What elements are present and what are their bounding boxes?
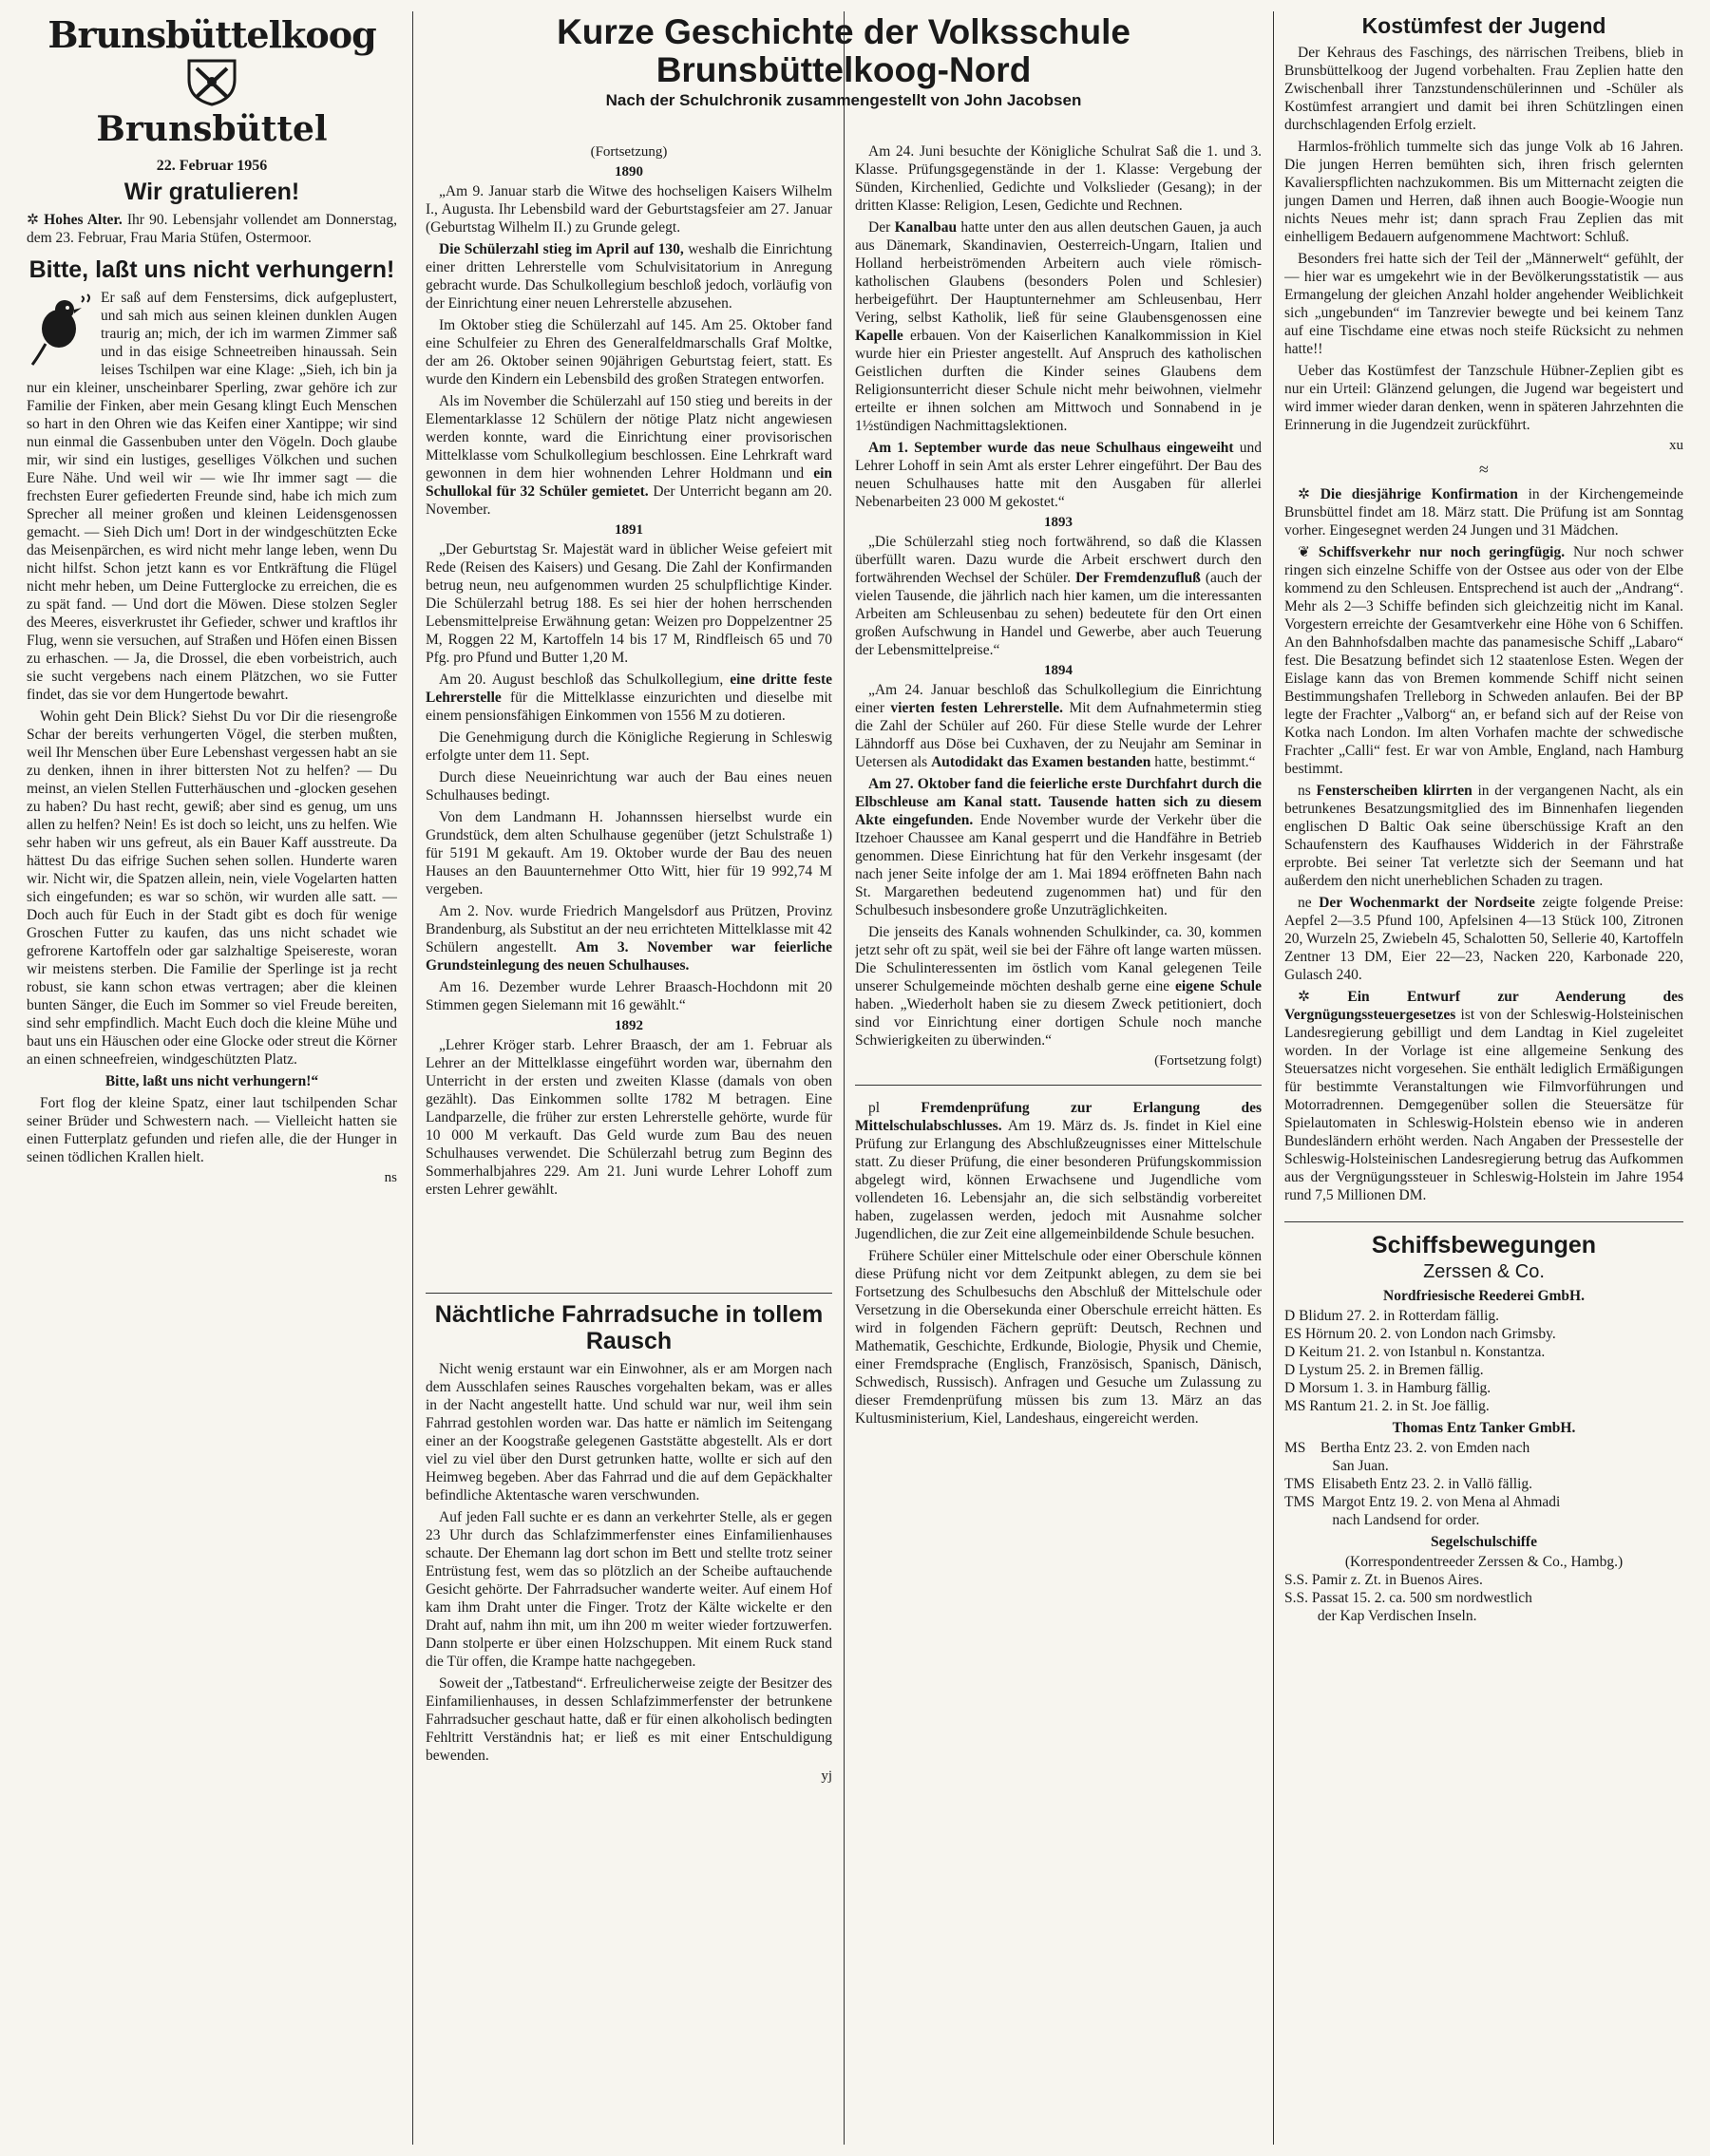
column-rule: [1273, 11, 1274, 2145]
column-3: [855, 142, 1262, 2147]
year-heading: 1893: [1044, 515, 1073, 530]
section-rule: [426, 1293, 832, 1294]
school-paragraph: Die Schülerzahl stieg im April auf 130, weshalb die Einrichtung einer dritten Lehrerstelle vom Schulvisitatorium in Anregung gebracht wurde. Das Schulkollegium beschloß jedoch, vorläufig von der Einrichtung einer neuen Lehrerstelle abzusehen.: [426, 241, 832, 312]
school-paragraph: „Lehrer Kröger starb. Lehrer Braasch, der am 1. Februar als Lehrer an der Mittelklasse eingeführt worden war, übernahm den Unterricht in der ersten und zweiten Klasse (damals von oben gezählt). Das Einkommen sollte 1782 M betragen. Eine Landparzelle, die früher zur ersten Lehrerstelle gehörte, wurde für 10 000 M verkauft. Das Geld wurde zum Bau des neuen Schulhauses verwendet. Die Schülerzahl betrug zum Beginn des Sommerhalbjahres 229. Am 21. Juni wurde Lehrer Lohoff zum ersten Lehrer gewählt.: [426, 1037, 832, 1198]
ship-entry: TMS Margot Entz 19. 2. von Mena al Ahmadi: [1284, 1494, 1561, 1510]
school-paragraph: Am 1. September wurde das neue Schulhaus eingeweiht und Lehrer Lohoff in sein Amt als erster Lehrer eingeführt. Der Bau des neuen Schulhauses hatte mit den Ausgaben für allerlei Nebenarbeiten 23 000 M gekostet.“: [855, 440, 1262, 510]
exam-paragraph: pl Fremdenprüfung zur Erlangung des Mittelschulabschlusses. Am 19. März ds. Js. findet in Kiel eine Prüfung zur Erlangung des Abschlußzeugnisses einer Mittelschule statt. Zu dieser Prüfung, die einer besonderen Prüfungskommission abgelegt wird, können Erwachsene und Jugendliche vom vollendeten 16. Lebensjahr an, die sich selbständig vorbereitet haben, zugelassen werden, jedoch mit Ausnahme solcher Jugendlichen, die zur Zeit eine allgemeinbildende Schule besuchen.: [855, 1100, 1262, 1242]
ship-entry: MS Bertha Entz 23. 2. von Emden nach: [1284, 1440, 1530, 1456]
column-1: [27, 9, 397, 2147]
school-subtitle: Nach der Schulchronik zusammengestellt von John Jacobsen: [605, 91, 1082, 109]
ship-entry: D Keitum 21. 2. von Istanbul n. Konstantza.: [1284, 1344, 1546, 1360]
ship-entry: D Morsum 1. 3. in Hamburg fällig.: [1284, 1380, 1492, 1396]
sparrow-paragraph: Er saß auf dem Fenstersims, dick aufgeplustert, und sah mich aus seinen kleinen dunklen Augen traurig an; mich, der ich im warmen Zimmer saß und in das eisige Schneetreiben hinaussah. Sein leises Tschilpen war eine Klage: „Sieh, ich bin ja nur ein kleiner, unscheinbarer Sperling, zwar gehöre ich zur Familie der Finken, aber mein Gesang klingt Euch Menschen so hart in den Ohren wie das Keifen einer Xantippe; wir sind nun einmal die Gassenbuben unter den Vögeln. Doch glaube mir, wir sind ein lustiges, geselliges Völkchen und suchen Eure Nähe. Und weil wir — wie Ihr immer sagt — die frechsten Eurer gefiederten Freunde sind, habe ich mich zum Sprecher all meiner großen und kleinen Leidensgenossen gemacht. — Sieh Dich um! Dort in der windgeschützten Ecke das Meisenpärchen, es wird nicht mehr lange leben, wenn Du nicht hilfst. Schon jetzt kann es vor Entkräftung die Flügel nicht mehr heben, um Deine Futterglocke zu erreichen, die es zu spät fand. — Und dort die Möwen. Diese stolzen Segler des Meeres, eisverkrustet ihr Gefieder, schwer und kraftlos ihr Flug, wenn sie versuchen, auf Straßen und Höfen einen Bissen zu erhaschen. — Ja, die Drossel, die eben vorbeistrich, auch sie sucht vergebens nach einem Plätzchen, wo sie Futter findet, das sie vor dem Hungertode bewahrt.: [27, 290, 397, 703]
sparrow-paragraph: Fort flog der kleine Spatz, einer laut tschilpenden Schar seiner Brüder und Schwestern nach. — Vielleicht hatten sie einen Futterplatz gefunden und riefen alle, die der Hunger in seinen tödlichen Krallen hielt.: [27, 1095, 397, 1165]
school-paragraph: „Am 9. Januar starb die Witwe des hochseligen Kaisers Wilhelm I., Augusta. Ihr Lebensbild ward der Geburtstagsfeier am 27. Januar (Geburtstag Wilhelm II.) zu Grunde gelegt.: [426, 183, 832, 236]
year-heading: 1890: [615, 164, 643, 180]
sparrow-paragraph: Bitte, laßt uns nicht verhungern!“: [104, 1073, 319, 1089]
gratulation-lead: Hohes Alter.: [44, 212, 123, 228]
school-paragraph: Am 24. Juni besuchte der Königliche Schulrat Saß die 1. und 3. Klasse. Prüfungsgegenstände in der 1. Klasse: Vergebung der Sünden, Kirchenlied, Gedichte und Volkslieder (Gesang); in der dritten Klasse: Religion, Lesen, Gedichte und Rechnen.: [855, 143, 1262, 214]
ship-entry: der Kap Verdischen Inseln.: [1284, 1608, 1477, 1624]
continued-note: (Fortsetzung): [590, 144, 668, 160]
school-paragraph: Als im November die Schülerzahl auf 150 stieg und bereits in der Elementarklasse 12 Schülern der nötige Platz nicht angewiesen werden konnte, ward die Einrichtung einer provisorischen Mittelklasse vom Schulkollegium beschlossen. Eine Lehrkraft ward gewonnen in dem hier wohnenden Lehrer Holdmann und ein Schullokal für 32 Schüler gemietet. Der Unterricht begann am 20. November.: [426, 393, 832, 518]
star-icon: ✲: [1298, 486, 1320, 502]
bicycle-paragraph: Auf jeden Fall suchte er es dann an verkehrter Stelle, als er gegen 23 Uhr durch das Schlafzimmerfenster eines Einfamilienhauses schaute. Der Ehemann lag dort schon im Bett und stellte trotz seiner Entrüstung fest, wem das so plötzlich an der Scheibe auftauchende Gesicht gehörte. Der Fahrradsucher wanderte weiter. Auf einem Hof kam ihm Draht unter die Finger. Trotz der Kälte wickelte er den Draht auf, nahm ihn mit, um ihn 200 m weiter wieder fortzuwerfen. Dann stolperte er über einen Holzschuppen. Mit einem Ruck stand die Tür offen, die Krampe hatte nachgegeben.: [426, 1509, 832, 1670]
school-paragraph: Die jenseits des Kanals wohnenden Schulkinder, ca. 30, kommen jetzt sehr oft zu spät, weil sie bei der Fähre oft lange warten müssen. Die Schulinteressenten im östlich vom Kanal gelegenen Teile unserer Schulgemeinde möchten deshalb gerne eine eigene Schule haben. „Wiederholt haben sie zu diesem Zweck petitioniert, doch sind vor Einrichtung einer dortigen Schule noch manche Schwierigkeiten zu überwinden.“: [855, 924, 1262, 1049]
ship-entry: nach Landsend for order.: [1284, 1512, 1480, 1528]
coat-of-arms-icon: [183, 57, 240, 106]
ships-company: Zerssen & Co.: [1423, 1261, 1545, 1282]
costume-paragraph: Ueber das Kostümfest der Tanzschule Hübner-Zeplien gibt es nur ein Urteil: Glänzend gelungen, die Jugend war begeistert und wird immer wieder daran denken, wenn in späteren Jahrzehnten die Erinnerung in die Jugendzeit zurückführt.: [1284, 363, 1683, 433]
school-paragraph: „Der Geburtstag Sr. Majestät ward in üblicher Weise gefeiert mit Rede (Reisen des Kaisers) und Gesang. Die Zahl der Konfirmanden betrug neun, neu aufgenommen wurden 25 schulpflichtige Kinder. Die Schülerzahl betrug 188. Es sei hier der hohen herrschenden Lebensmittelpreise Erwähnung getan: Weizen pro Doppelzentner 25 M, Roggen 22 M, Kartoffeln 14 bis 17 M, Rindfleisch 65 und 70 Pfg. pro Pfund und Butter 1,20 M.: [426, 541, 832, 666]
brief-windows: ns Fensterscheiben klirrten in der vergangenen Nacht, als ein betrunkenes Besatzungsmitglied des im Binnenhafen liegenden englischen D Baltic Oak seine überschüssige Kraft an den Schaufenstern des Kaufhauses Widderich in der Fährstraße erprobte. Bei seiner Tat verletzte sich der Seemann und hat außerdem den nicht unerheblichen Schaden zu tragen.: [1284, 783, 1683, 889]
ship-entry: San Juan.: [1284, 1458, 1389, 1474]
sparrow-illustration-icon: [27, 291, 93, 367]
section-rule: [1284, 1221, 1683, 1222]
exam-paragraph: Frühere Schüler einer Mittelschule oder einer Oberschule können diese Prüfung nicht vor dem Zeitpunkt ablegen, zu dem sie bei Fortsetzung des Schulbesuchs den Abschluß der Mittelschule oder Versetzung in die Obersekunda einer Oberschule erreicht hätten. Es wird in folgenden Fächern geprüft: Deutsch, Rechnen und Mathematik, Geschichte, Erdkunde, Biologie, Physik und Chemie, einer Fremdsprache (Englisch, Französisch, Spanisch, Dänisch, Schwedisch, Russisch). Anfragen und Gesuche um Zulassung zu dieser Fremdenprüfung müssen bis zum 13. März an das Kultusministerium, Kiel, Landeshaus, eingereicht werden.: [855, 1248, 1262, 1427]
year-heading: 1894: [1044, 663, 1073, 678]
star-icon: ✲: [1298, 989, 1348, 1005]
ships-title: Schiffsbewegungen: [1371, 1232, 1597, 1258]
brief-tax: ✲ Ein Entwurf zur Aenderung des Vergnügungssteuergesetzes ist von der Schleswig-Holsteinischen Landesregierung gebilligt und dem Landtag in Kiel zugeleitet worden. In der Vorlage ist eine allgemeine Senkung des Steuersatzes nicht vorgesehen. Sie enthält lediglich Ermäßigungen für bestimmte Veranstaltungen wie Filmvorführungen und Motorradrennen. Demgegenüber sollen die Steuersätze für Spielautomaten in Schleswig-Holstein ebenso wie in anderen Bundesländern erhöht werden. Nach Angaben der Pressestelle der Schleswig-Holsteinischen Landesregierung betrug das Aufkommen aus der Vergnügungssteuer in Schleswig-Holstein im Jahre 1954 rund 7,5 Millionen DM.: [1284, 989, 1683, 1203]
school-paragraph: Im Oktober stieg die Schülerzahl auf 145. Am 25. Oktober fand eine Schulfeier zu Ehren des Generalfeldmarschalls Graf Moltke, der am 26. Oktober seinen 90jährigen Geburtstag feiert, statt. Es wurde den Kindern ein Lebensbild des großen Strategen entworfen.: [426, 317, 832, 388]
column-rule: [412, 11, 413, 2145]
school-paragraph: „Die Schülerzahl stieg noch fortwährend, so daß die Klassen überfüllt waren. Dazu wurde die Arbeit erschwert durch den fortwährenden Wechsel der Schüler. Der Fremdenzufluß (auch der vielen Tausende, die jährlich nach hier kamen, um die interessanten Arbeiten am Schleusenbau zu sehen) bedeutete für den Ort einen großen Aufschwung in Handel und Gewerbe, aber auch Teuerung der Lebensmittelpreise.“: [855, 534, 1262, 658]
ship-entry: TMS Elisabeth Entz 23. 2. in Vallö fällig.: [1284, 1476, 1533, 1492]
school-paragraph: Am 27. Oktober fand die feierliche erste Durchfahrt durch die Elbschleuse am Kanal statt. Tausende hatten sich zu diesem Akte eingefunden. Ende November wurde der Verkehr über die Itzehoer Chaussee am Kanal gesperrt und die Handfähre in Betrieb genommen. Diese Einrichtung hat für den Verkehr insgesamt (der nach jener Seite infolge der am 1. Mai 1894 eröffneten Bahn nach St. Margarethen bedeutend zugenommen hat) und für den Schulbesuch insbesondere große Unzuträglichkeiten.: [855, 776, 1262, 918]
bicycle-headline: Nächtliche Fahrradsuche in tollem Rausch: [434, 1301, 824, 1354]
gratulation-text: ✲ Hohes Alter. Ihr 90. Lebensjahr vollendet am Donnerstag, dem 23. Februar, Frau Maria Stüfen, Ostermoor.: [27, 212, 397, 246]
ship-entry: D Lystum 25. 2. in Bremen fällig.: [1284, 1362, 1484, 1378]
school-paragraph-wrap: [426, 1036, 832, 1285]
school-paragraph: Am 2. Nov. wurde Friedrich Mangelsdorf aus Prützen, Provinz Brandenburg, als Substitut an der neu errichteten Mittelklasse mit 42 Schülern angestellt. Am 3. November war feierliche Grundsteinlegung des neuen Schulhauses.: [426, 903, 832, 974]
continued-end-note: (Fortsetzung folgt): [1154, 1053, 1262, 1069]
star-icon: ✲: [27, 212, 45, 228]
sparrow-signature: ns: [384, 1170, 397, 1185]
column-rule: [844, 11, 845, 2145]
ship-entry: ES Hörnum 20. 2. von London nach Grimsby.: [1284, 1326, 1556, 1342]
ship-entry: S.S. Passat 15. 2. ca. 500 sm nordwestlich: [1284, 1590, 1532, 1606]
masthead-subtitle: Brunsbüttel: [96, 109, 328, 149]
school-paragraph: Am 16. Dezember wurde Lehrer Braasch-Hochdonn mit 20 Stimmen gegen Sielemann mit 16 gewählt.“: [426, 979, 832, 1013]
ornament-icon: ❦: [1298, 544, 1319, 560]
column-4: [1284, 9, 1683, 2147]
costume-paragraph: Harmlos-fröhlich tummelte sich das junge Volk ab 16 Jahren. Die jungen Herren bemühten sich, ihren frisch gelernten Kavalierspflichten nachzukommen. Bis um Mitternacht zeigten die jungen Damen und Herren, daß ihnen auch Boogie-Woogie nun nichts Neues mehr ist; dann sprach Frau Zeplien das mit einhelligem Bedauern aufgenommene Machtwort: Schluß.: [1284, 139, 1683, 245]
bicycle-paragraph: Soweit der „Tatbestand“. Erfreulicherweise zeigte der Besitzer des Einfamilienhauses, in dessen Schlafzimmerfenster der betrunkene Fahrradsucher geschaut hatte, daß er für einen alkoholisch bedingten Fehltritt Verständnis hat; er ließ es mit einer Entschuldigung bewenden.: [426, 1675, 832, 1764]
ship-entry: S.S. Pamir z. Zt. in Buenos Aires.: [1284, 1572, 1483, 1588]
school-header: [426, 9, 1262, 142]
sparrow-paragraph: Wohin geht Dein Blick? Siehst Du vor Dir die riesengroße Schar der bereits verhungerten Vögel, die sterben mußten, weil Ihr Menschen über Eure Lebenshast vergessen habt an sie zu denken, ihnen in ihrer bittersten Not zu helfen? — Du meinst, an vielen Stellen Futterhäuschen und -glocken gesehen zu haben? Du hast recht, gewiß; aber sind es genug, um uns allen zu helfen? Nein! Es ist doch so leicht, uns zu helfen. Wie sehr haben wir uns gefreut, als ein Bauer Kaff ausstreute. Da hättest Du das eifrige Suchen sehen sollen. Hunderte waren wir. Nicht wir, die Spatzen allein, nein, viele Vogelarten hatten sich eingefunden; es war so schön, wir wurden alle satt. — Doch auch für Euch in der Stadt gibt es doch für wenige Groschen Futter zu kaufen, das uns nicht schadet wie gefrorene Kartoffeln oder gar salzhaltige Speisereste, woran wir meistens sterben. Die Familie der Sperlinge ist ja recht robust, sie kann schon etwas vertragen; aber die kleinen bunten Sänger, die Euch im Sommer so viel Freude bereiten, sind sehr empfindlich. Macht Euch doch die kleine Mühe und baut uns ein Häuschen oder eine Glocke oder streut die Körner an einen schneefreien, windgeschützten Platz.: [27, 709, 397, 1068]
school-paragraph: Die Genehmigung durch die Königliche Regierung in Schleswig erfolgte unter dem 11. Sept.: [426, 729, 832, 764]
sparrow-headline: Bitte, laßt uns nicht verhungern!: [28, 256, 395, 283]
ships-group-heading: Nordfriesische Reederei GmbH.: [1383, 1288, 1585, 1304]
brief-shipping: ❦ Schiffsverkehr nur noch geringfügig. Nur noch schwer ringen sich einzelne Schiffe von der Ostsee aus oder von der Elbe kommend zu den Schleusen. Entsprechend ist auch der „Andrang“. Mehr als 2—3 Schiffe befinden sich gleichzeitig nicht im Kanal. Vorgestern erreichte der Gesamtverkehr eine Höhe von 6 Schiffen. An den Bahnhofsdalben machte das panamesische Schiff „Labaro“ fest. Die Besatzung befindet sich 12 staatenlose Esten. Wegen der Eislage kann das von Bremen kommende Schiff nicht seinen Bestimmungshafen Trelleborg in Schweden anlaufen. Bei der BP legte der Frachter „Valborg“ an, er befand sich auf der Reise von Kotka nach London. Im alten Vorhafen machte der schwedische Frachter „Calli“ fest. Er war von Amble, England, nach Hamburg bestimmt.: [1284, 544, 1683, 777]
gratulation-headline: Wir gratulieren!: [124, 179, 300, 205]
divider-ornament-icon: ≈: [1479, 460, 1489, 479]
ships-group-heading: Segelschulschiffe: [1431, 1534, 1537, 1550]
bicycle-paragraph: Nicht wenig erstaunt war ein Einwohner, als er am Morgen nach dem Ausschlafen seines Rausches vorgehalten bekam, was er alles in der Nacht angestellt hatte. Und schuld war nur, weil ihm sein Fahrrad gestohlen worden war. Das hatte er nämlich im Seitengang einer an der Koogstraße gelegenen Gaststätte abgestellt. Als er dort viel zu viel über den Durst getrunken hatte, wollte er sich auf den Heimweg begeben. Aber das Fahrrad und die auf dem Gepäckhalter befindliche Aktentasche waren verschwunden.: [426, 1361, 832, 1504]
brief-market: ne Der Wochenmarkt der Nordseite zeigte folgende Preise: Aepfel 2—3.5 Pfund 100, Apfelsinen 4—13 Stück 100, Zitronen 20, Wurzeln 25, Zwiebeln 45, Schalotten 50, Sellerie 40, Kartoffeln Zentner 13 DM, Eier 22—23, Nacken 220, Karbonade 220, Gulasch 240.: [1284, 895, 1683, 983]
school-paragraph: Durch diese Neueinrichtung war auch der Bau eines neuen Schulhauses bedingt.: [426, 769, 832, 804]
costume-headline: Kostümfest der Jugend: [1361, 13, 1606, 38]
column-2: [426, 142, 832, 2147]
brief-confirmation: ✲ Die diesjährige Konfirmation in der Kirchengemeinde Brunsbüttel findet am 18. März statt. Die Prüfung ist am Sonntag vorher. Eingesegnet werden 24 Jungen und 31 Mädchen.: [1284, 486, 1683, 539]
section-rule: [855, 1085, 1262, 1086]
year-heading: 1892: [615, 1018, 643, 1033]
school-paragraph: Am 20. August beschloß das Schulkollegium, eine dritte feste Lehrerstelle für die Mittelklasse einzurichten und dieselbe mit einem pensionsfähigen Einkommen von 1556 M zu dotieren.: [426, 671, 832, 724]
costume-paragraph: Der Kehraus des Faschings, des närrischen Treibens, blieb in Brunsbüttelkoog der Jugend vorbehalten. Frau Zeplien hatte den Zwischenball ihrer Tanzstundenschülerinnen und -Schüler als Kostümfest arrangiert und damit bei ihren Schützlingen einen durchschlagenden Erfolg erzielt.: [1284, 45, 1683, 133]
year-heading: 1891: [615, 522, 643, 538]
costume-paragraph: Besonders frei hatte sich der Teil der „Männerwelt“ gefühlt, der — hier war es umgekehrt wie in der Bevölkerungsstatistik — aus Ermangelung der gleichen Anzahl holder angehender Weiblichkeit sich „ungebunden“ im Tanzrevier bewegte und bei keinem Tanz auf eine Tischdame eine etwas noch steife Rücksicht zu nehmen hatte!!: [1284, 251, 1683, 357]
issue-date: 22. Februar 1956: [156, 158, 268, 174]
masthead-title: Brunsbüttelkoog: [48, 13, 376, 56]
ships-group-heading: Thomas Entz Tanker GmbH.: [1392, 1420, 1576, 1436]
school-paragraph: „Am 24. Januar beschloß das Schulkollegium die Einrichtung einer vierten festen Lehrerstelle. Mit dem Aufnahmetermin stieg die Zahl der Schüler auf 260. Für diese Stelle wurde der Lehrer Lähndorff aus Döse bei Cuxhaven, der zu Neujahr am Seminar in Uetersen als Autodidakt das Examen bestanden hatte, bestimmt.“: [855, 682, 1262, 770]
school-paragraph: Von dem Landmann H. Johannssen hierselbst wurde ein Grundstück, dem alten Schulhause gegenüber (jetzt Schulstraße 1) für 5191 M gekauft. Am 19. Oktober wurde der Bau des neuen Hauses an den Bauunternehmer Otto Witt, hier für 19 992,74 M vergeben.: [426, 809, 832, 898]
bicycle-signature: yj: [821, 1768, 832, 1784]
school-paragraph: Der Kanalbau hatte unter den aus allen deutschen Gauen, ja auch aus Dänemark, Skandinavien, Oesterreich-Ungarn, Italien und Holland herbeiströmenden Arbeitern auch viele römisch-katholischen Glaubens (besonders Polen und Schlesier) herbeigeführt. Der Hauptunternehmer am Schleusenbau, Herr Vering, selbst Katholik, ließ für seine Glaubensgenossen eine Kapelle erbauen. Von der Kaiserlichen Kanalkommission in Kiel wurde hier ein Priester angestellt. Auf Anspruch des katholischen Geistlichen durften die Kinder seines Glaubens dem Religionsunterricht dieser Schule nicht mehr beiwohnen, vielmehr erteilte er ihnen solchen am Mittwoch und Sonnabend in je 1½stündigen Nachmittagslektionen.: [855, 219, 1262, 434]
ship-entry: MS Rantum 21. 2. in St. Joe fällig.: [1284, 1398, 1490, 1414]
ship-entry: D Blidum 27. 2. in Rotterdam fällig.: [1284, 1308, 1500, 1324]
ships-group-note: (Korrespondentreeder Zerssen & Co., Hambg.): [1344, 1554, 1624, 1570]
school-headline: Kurze Geschichte der Volksschule Brunsbüttelkoog-Nord: [557, 12, 1130, 89]
costume-signature: xu: [1669, 438, 1683, 453]
